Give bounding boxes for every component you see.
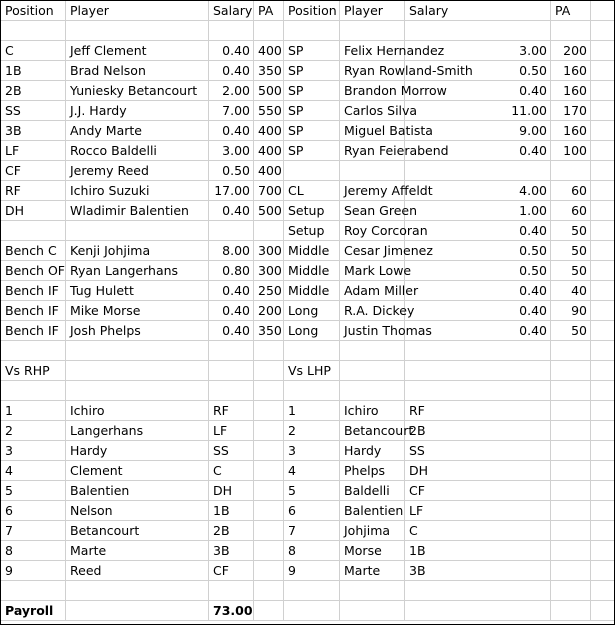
vs-lhp-lineup-pos[interactable]: CF bbox=[405, 481, 551, 501]
hitter-position[interactable]: LF bbox=[1, 141, 66, 161]
reliever-pa[interactable]: 60 bbox=[551, 181, 591, 201]
starter-player[interactable]: Ryan Feierabend bbox=[340, 141, 405, 161]
reliever-pa[interactable]: 50 bbox=[551, 321, 591, 341]
reliever-player[interactable]: R.A. Dickey bbox=[340, 301, 405, 321]
hitter-salary[interactable]: 0.40 bbox=[209, 61, 254, 81]
bench-pa[interactable]: 300 bbox=[254, 241, 284, 261]
reliever-salary[interactable]: 1.00 bbox=[405, 201, 551, 221]
header-pa[interactable]: PA bbox=[254, 1, 284, 21]
reliever-salary[interactable]: 0.40 bbox=[405, 301, 551, 321]
empty-cell[interactable] bbox=[209, 21, 254, 41]
vs-lhp-lineup-pos[interactable]: 3B bbox=[405, 561, 551, 581]
vs-rhp-lineup-pos[interactable]: RF bbox=[209, 401, 254, 421]
empty-cell[interactable] bbox=[254, 601, 284, 621]
vs-rhp-lineup-pos[interactable]: 2B bbox=[209, 521, 254, 541]
empty-cell[interactable] bbox=[284, 21, 340, 41]
empty-cell[interactable] bbox=[591, 581, 614, 601]
empty-cell[interactable] bbox=[551, 401, 591, 421]
reliever-pa[interactable]: 50 bbox=[551, 241, 591, 261]
empty-cell[interactable] bbox=[591, 101, 614, 121]
empty-cell[interactable] bbox=[66, 381, 209, 401]
empty-cell[interactable] bbox=[254, 361, 284, 381]
empty-cell[interactable] bbox=[591, 541, 614, 561]
vs-rhp-title[interactable]: Vs RHP bbox=[1, 361, 66, 381]
vs-lhp-lineup-pos[interactable]: 1B bbox=[405, 541, 551, 561]
reliever-position[interactable]: Setup bbox=[284, 201, 340, 221]
empty-cell[interactable] bbox=[591, 361, 614, 381]
hitter-position[interactable]: 3B bbox=[1, 121, 66, 141]
vs-rhp-lineup-name[interactable]: Betancourt bbox=[66, 521, 209, 541]
vs-rhp-lineup-name[interactable]: Ichiro bbox=[66, 401, 209, 421]
hitter-position[interactable]: DH bbox=[1, 201, 66, 221]
bench-player[interactable]: Kenji Johjima bbox=[66, 241, 209, 261]
empty-cell[interactable] bbox=[284, 581, 340, 601]
hitter-position[interactable]: 2B bbox=[1, 81, 66, 101]
empty-cell[interactable] bbox=[591, 281, 614, 301]
vs-rhp-lineup-order[interactable]: 3 bbox=[1, 441, 66, 461]
bench-salary[interactable]: 8.00 bbox=[209, 241, 254, 261]
empty-cell[interactable] bbox=[405, 21, 551, 41]
reliever-pa[interactable]: 60 bbox=[551, 201, 591, 221]
empty-cell[interactable] bbox=[66, 341, 209, 361]
hitter-salary[interactable]: 3.00 bbox=[209, 141, 254, 161]
hitter-player[interactable]: J.J. Hardy bbox=[66, 101, 209, 121]
hitter-player[interactable]: Jeff Clement bbox=[66, 41, 209, 61]
vs-lhp-title[interactable]: Vs LHP bbox=[284, 361, 340, 381]
vs-rhp-lineup-pos[interactable]: 3B bbox=[209, 541, 254, 561]
empty-cell[interactable] bbox=[209, 381, 254, 401]
vs-lhp-lineup-name[interactable]: Marte bbox=[340, 561, 405, 581]
empty-cell[interactable] bbox=[340, 21, 405, 41]
empty-cell[interactable] bbox=[340, 161, 405, 181]
vs-lhp-lineup-name[interactable]: Phelps bbox=[340, 461, 405, 481]
starter-position[interactable]: SP bbox=[284, 81, 340, 101]
header-salary[interactable]: Salary bbox=[209, 1, 254, 21]
hitter-player[interactable]: Ichiro Suzuki bbox=[66, 181, 209, 201]
starter-pa[interactable]: 170 bbox=[551, 101, 591, 121]
hitter-pa[interactable]: 700 bbox=[254, 181, 284, 201]
empty-cell[interactable] bbox=[591, 521, 614, 541]
empty-cell[interactable] bbox=[591, 321, 614, 341]
empty-cell[interactable] bbox=[591, 241, 614, 261]
vs-lhp-lineup-pos[interactable]: SS bbox=[405, 441, 551, 461]
empty-cell[interactable] bbox=[254, 441, 284, 461]
empty-cell[interactable] bbox=[254, 421, 284, 441]
vs-rhp-lineup-order[interactable]: 6 bbox=[1, 501, 66, 521]
vs-lhp-lineup-order[interactable]: 3 bbox=[284, 441, 340, 461]
header-pa[interactable]: PA bbox=[551, 1, 591, 21]
empty-cell[interactable] bbox=[551, 521, 591, 541]
reliever-player[interactable]: Adam Miller bbox=[340, 281, 405, 301]
hitter-player[interactable]: Jeremy Reed bbox=[66, 161, 209, 181]
hitter-player[interactable]: Wladimir Balentien bbox=[66, 201, 209, 221]
empty-cell[interactable] bbox=[551, 601, 591, 621]
vs-rhp-lineup-pos[interactable]: CF bbox=[209, 561, 254, 581]
bench-position[interactable]: Bench IF bbox=[1, 281, 66, 301]
empty-cell[interactable] bbox=[1, 581, 66, 601]
vs-rhp-lineup-name[interactable]: Nelson bbox=[66, 501, 209, 521]
hitter-salary[interactable]: 0.40 bbox=[209, 41, 254, 61]
vs-lhp-lineup-name[interactable]: Betancourt bbox=[340, 421, 405, 441]
vs-rhp-lineup-pos[interactable]: 1B bbox=[209, 501, 254, 521]
reliever-position[interactable]: CL bbox=[284, 181, 340, 201]
starter-player[interactable]: Miguel Batista bbox=[340, 121, 405, 141]
starter-position[interactable]: SP bbox=[284, 41, 340, 61]
empty-cell[interactable] bbox=[1, 21, 66, 41]
vs-lhp-lineup-pos[interactable]: C bbox=[405, 521, 551, 541]
bench-salary[interactable]: 0.40 bbox=[209, 281, 254, 301]
vs-lhp-lineup-pos[interactable]: LF bbox=[405, 501, 551, 521]
starter-position[interactable]: SP bbox=[284, 141, 340, 161]
spreadsheet-grid bbox=[1, 1, 614, 621]
empty-cell[interactable] bbox=[284, 601, 340, 621]
empty-cell[interactable] bbox=[254, 581, 284, 601]
vs-rhp-lineup-name[interactable]: Reed bbox=[66, 561, 209, 581]
empty-cell[interactable] bbox=[591, 301, 614, 321]
vs-lhp-lineup-order[interactable]: 6 bbox=[284, 501, 340, 521]
empty-cell[interactable] bbox=[254, 221, 284, 241]
vs-rhp-lineup-order[interactable]: 9 bbox=[1, 561, 66, 581]
reliever-position[interactable]: Middle bbox=[284, 261, 340, 281]
starter-pa[interactable]: 160 bbox=[551, 61, 591, 81]
empty-cell[interactable] bbox=[254, 561, 284, 581]
vs-rhp-lineup-order[interactable]: 4 bbox=[1, 461, 66, 481]
starter-pa[interactable]: 160 bbox=[551, 121, 591, 141]
empty-cell[interactable] bbox=[254, 341, 284, 361]
empty-cell[interactable] bbox=[254, 461, 284, 481]
hitter-pa[interactable]: 500 bbox=[254, 81, 284, 101]
empty-cell[interactable] bbox=[591, 81, 614, 101]
reliever-pa[interactable]: 50 bbox=[551, 261, 591, 281]
empty-cell[interactable] bbox=[405, 361, 551, 381]
empty-cell[interactable] bbox=[591, 121, 614, 141]
empty-cell[interactable] bbox=[591, 1, 614, 21]
empty-cell[interactable] bbox=[405, 381, 551, 401]
empty-cell[interactable] bbox=[551, 441, 591, 461]
empty-cell[interactable] bbox=[209, 221, 254, 241]
reliever-salary[interactable]: 0.40 bbox=[405, 321, 551, 341]
reliever-player[interactable]: Roy Corcoran bbox=[340, 221, 405, 241]
empty-cell[interactable] bbox=[405, 161, 551, 181]
vs-lhp-lineup-name[interactable]: Ichiro bbox=[340, 401, 405, 421]
vs-lhp-lineup-name[interactable]: Hardy bbox=[340, 441, 405, 461]
starter-player[interactable]: Carlos Silva bbox=[340, 101, 405, 121]
empty-cell[interactable] bbox=[405, 601, 551, 621]
starter-salary[interactable]: 9.00 bbox=[405, 121, 551, 141]
reliever-position[interactable]: Middle bbox=[284, 281, 340, 301]
starter-salary[interactable]: 3.00 bbox=[405, 41, 551, 61]
starter-pa[interactable]: 160 bbox=[551, 81, 591, 101]
reliever-salary[interactable]: 4.00 bbox=[405, 181, 551, 201]
header-salary[interactable]: Salary bbox=[405, 1, 551, 21]
empty-cell[interactable] bbox=[591, 381, 614, 401]
starter-salary[interactable]: 11.00 bbox=[405, 101, 551, 121]
empty-cell[interactable] bbox=[254, 541, 284, 561]
empty-cell[interactable] bbox=[591, 61, 614, 81]
reliever-player[interactable]: Justin Thomas bbox=[340, 321, 405, 341]
empty-cell[interactable] bbox=[66, 581, 209, 601]
reliever-salary[interactable]: 0.40 bbox=[405, 281, 551, 301]
bench-salary[interactable]: 0.40 bbox=[209, 301, 254, 321]
vs-rhp-lineup-pos[interactable]: DH bbox=[209, 481, 254, 501]
vs-lhp-lineup-order[interactable]: 2 bbox=[284, 421, 340, 441]
reliever-salary[interactable]: 0.50 bbox=[405, 261, 551, 281]
reliever-salary[interactable]: 0.40 bbox=[405, 221, 551, 241]
empty-cell[interactable] bbox=[209, 361, 254, 381]
bench-pa[interactable]: 300 bbox=[254, 261, 284, 281]
reliever-pa[interactable]: 50 bbox=[551, 221, 591, 241]
hitter-pa[interactable]: 400 bbox=[254, 121, 284, 141]
header-position[interactable]: Position bbox=[1, 1, 66, 21]
empty-cell[interactable] bbox=[591, 21, 614, 41]
bench-position[interactable]: Bench IF bbox=[1, 321, 66, 341]
hitter-salary[interactable]: 2.00 bbox=[209, 81, 254, 101]
vs-lhp-lineup-order[interactable]: 4 bbox=[284, 461, 340, 481]
vs-rhp-lineup-order[interactable]: 7 bbox=[1, 521, 66, 541]
vs-lhp-lineup-pos[interactable]: 2B bbox=[405, 421, 551, 441]
vs-rhp-lineup-name[interactable]: Langerhans bbox=[66, 421, 209, 441]
empty-cell[interactable] bbox=[591, 261, 614, 281]
empty-cell[interactable] bbox=[405, 341, 551, 361]
vs-rhp-lineup-name[interactable]: Balentien bbox=[66, 481, 209, 501]
bench-pa[interactable]: 250 bbox=[254, 281, 284, 301]
bench-player[interactable]: Tug Hulett bbox=[66, 281, 209, 301]
vs-rhp-lineup-pos[interactable]: LF bbox=[209, 421, 254, 441]
empty-cell[interactable] bbox=[66, 361, 209, 381]
empty-cell[interactable] bbox=[209, 341, 254, 361]
empty-cell[interactable] bbox=[284, 381, 340, 401]
header-player[interactable]: Player bbox=[66, 1, 209, 21]
reliever-player[interactable]: Cesar Jimenez bbox=[340, 241, 405, 261]
empty-cell[interactable] bbox=[591, 221, 614, 241]
hitter-position[interactable]: 1B bbox=[1, 61, 66, 81]
starter-pa[interactable]: 200 bbox=[551, 41, 591, 61]
reliever-pa[interactable]: 90 bbox=[551, 301, 591, 321]
starter-player[interactable]: Brandon Morrow bbox=[340, 81, 405, 101]
empty-cell[interactable] bbox=[340, 601, 405, 621]
empty-cell[interactable] bbox=[591, 501, 614, 521]
vs-lhp-lineup-name[interactable]: Baldelli bbox=[340, 481, 405, 501]
vs-lhp-lineup-pos[interactable]: DH bbox=[405, 461, 551, 481]
empty-cell[interactable] bbox=[66, 21, 209, 41]
vs-rhp-lineup-order[interactable]: 5 bbox=[1, 481, 66, 501]
vs-rhp-lineup-pos[interactable]: SS bbox=[209, 441, 254, 461]
empty-cell[interactable] bbox=[1, 341, 66, 361]
bench-position[interactable]: Bench C bbox=[1, 241, 66, 261]
empty-cell[interactable] bbox=[591, 201, 614, 221]
bench-position[interactable]: Bench OF bbox=[1, 261, 66, 281]
starter-player[interactable]: Felix Hernandez bbox=[340, 41, 405, 61]
vs-rhp-lineup-order[interactable]: 8 bbox=[1, 541, 66, 561]
empty-cell[interactable] bbox=[551, 161, 591, 181]
hitter-salary[interactable]: 0.40 bbox=[209, 201, 254, 221]
vs-rhp-lineup-name[interactable]: Hardy bbox=[66, 441, 209, 461]
empty-cell[interactable] bbox=[551, 421, 591, 441]
reliever-position[interactable]: Middle bbox=[284, 241, 340, 261]
empty-cell[interactable] bbox=[551, 461, 591, 481]
hitter-player[interactable]: Yuniesky Betancourt bbox=[66, 81, 209, 101]
vs-lhp-lineup-order[interactable]: 9 bbox=[284, 561, 340, 581]
empty-cell[interactable] bbox=[591, 601, 614, 621]
empty-cell[interactable] bbox=[209, 581, 254, 601]
hitter-pa[interactable]: 500 bbox=[254, 201, 284, 221]
hitter-player[interactable]: Rocco Baldelli bbox=[66, 141, 209, 161]
vs-rhp-lineup-name[interactable]: Clement bbox=[66, 461, 209, 481]
empty-cell[interactable] bbox=[1, 381, 66, 401]
vs-lhp-lineup-pos[interactable]: RF bbox=[405, 401, 551, 421]
bench-player[interactable]: Ryan Langerhans bbox=[66, 261, 209, 281]
empty-cell[interactable] bbox=[551, 561, 591, 581]
vs-lhp-lineup-order[interactable]: 8 bbox=[284, 541, 340, 561]
hitter-pa[interactable]: 350 bbox=[254, 61, 284, 81]
empty-cell[interactable] bbox=[551, 341, 591, 361]
hitter-salary[interactable]: 7.00 bbox=[209, 101, 254, 121]
empty-cell[interactable] bbox=[591, 141, 614, 161]
empty-cell[interactable] bbox=[591, 401, 614, 421]
header-player[interactable]: Player bbox=[340, 1, 405, 21]
reliever-position[interactable]: Setup bbox=[284, 221, 340, 241]
empty-cell[interactable] bbox=[66, 221, 209, 241]
bench-pa[interactable]: 200 bbox=[254, 301, 284, 321]
starter-position[interactable]: SP bbox=[284, 101, 340, 121]
reliever-salary[interactable]: 0.50 bbox=[405, 241, 551, 261]
starter-salary[interactable]: 0.40 bbox=[405, 81, 551, 101]
starter-salary[interactable]: 0.40 bbox=[405, 141, 551, 161]
empty-cell[interactable] bbox=[591, 441, 614, 461]
hitter-player[interactable]: Brad Nelson bbox=[66, 61, 209, 81]
empty-cell[interactable] bbox=[340, 341, 405, 361]
empty-cell[interactable] bbox=[551, 21, 591, 41]
starter-salary[interactable]: 0.50 bbox=[405, 61, 551, 81]
reliever-player[interactable]: Sean Green bbox=[340, 201, 405, 221]
reliever-position[interactable]: Long bbox=[284, 321, 340, 341]
hitter-salary[interactable]: 17.00 bbox=[209, 181, 254, 201]
empty-cell[interactable] bbox=[254, 521, 284, 541]
reliever-position[interactable]: Long bbox=[284, 301, 340, 321]
vs-lhp-lineup-name[interactable]: Morse bbox=[340, 541, 405, 561]
bench-player[interactable]: Mike Morse bbox=[66, 301, 209, 321]
payroll-label[interactable]: Payroll bbox=[1, 601, 66, 621]
vs-rhp-lineup-pos[interactable]: C bbox=[209, 461, 254, 481]
starter-player[interactable]: Ryan Rowland-Smith bbox=[340, 61, 405, 81]
empty-cell[interactable] bbox=[284, 341, 340, 361]
empty-cell[interactable] bbox=[551, 381, 591, 401]
hitter-position[interactable]: CF bbox=[1, 161, 66, 181]
hitter-salary[interactable]: 0.40 bbox=[209, 121, 254, 141]
empty-cell[interactable] bbox=[591, 461, 614, 481]
vs-lhp-lineup-order[interactable]: 5 bbox=[284, 481, 340, 501]
empty-cell[interactable] bbox=[1, 221, 66, 241]
hitter-pa[interactable]: 550 bbox=[254, 101, 284, 121]
empty-cell[interactable] bbox=[591, 561, 614, 581]
starter-position[interactable]: SP bbox=[284, 121, 340, 141]
empty-cell[interactable] bbox=[340, 361, 405, 381]
vs-lhp-lineup-name[interactable]: Balentien bbox=[340, 501, 405, 521]
empty-cell[interactable] bbox=[591, 481, 614, 501]
hitter-pa[interactable]: 400 bbox=[254, 141, 284, 161]
hitter-position[interactable]: SS bbox=[1, 101, 66, 121]
vs-lhp-lineup-order[interactable]: 7 bbox=[284, 521, 340, 541]
empty-cell[interactable] bbox=[254, 481, 284, 501]
empty-cell[interactable] bbox=[591, 181, 614, 201]
bench-salary[interactable]: 0.40 bbox=[209, 321, 254, 341]
empty-cell[interactable] bbox=[551, 481, 591, 501]
bench-player[interactable]: Josh Phelps bbox=[66, 321, 209, 341]
reliever-pa[interactable]: 40 bbox=[551, 281, 591, 301]
vs-rhp-lineup-order[interactable]: 1 bbox=[1, 401, 66, 421]
starter-pa[interactable]: 100 bbox=[551, 141, 591, 161]
empty-cell[interactable] bbox=[405, 581, 551, 601]
bench-position[interactable]: Bench IF bbox=[1, 301, 66, 321]
hitter-pa[interactable]: 400 bbox=[254, 161, 284, 181]
hitter-pa[interactable]: 400 bbox=[254, 41, 284, 61]
empty-cell[interactable] bbox=[591, 41, 614, 61]
starter-position[interactable]: SP bbox=[284, 61, 340, 81]
empty-cell[interactable] bbox=[591, 421, 614, 441]
empty-cell[interactable] bbox=[340, 381, 405, 401]
payroll-total[interactable]: 73.00 bbox=[209, 601, 254, 621]
empty-cell[interactable] bbox=[340, 581, 405, 601]
empty-cell[interactable] bbox=[551, 541, 591, 561]
hitter-player[interactable]: Andy Marte bbox=[66, 121, 209, 141]
bench-pa[interactable]: 350 bbox=[254, 321, 284, 341]
empty-cell[interactable] bbox=[591, 341, 614, 361]
empty-cell[interactable] bbox=[254, 381, 284, 401]
empty-cell[interactable] bbox=[254, 501, 284, 521]
empty-cell[interactable] bbox=[66, 601, 209, 621]
bench-salary[interactable]: 0.80 bbox=[209, 261, 254, 281]
header-position[interactable]: Position bbox=[284, 1, 340, 21]
hitter-position[interactable]: RF bbox=[1, 181, 66, 201]
hitter-salary[interactable]: 0.50 bbox=[209, 161, 254, 181]
vs-lhp-lineup-name[interactable]: Johjima bbox=[340, 521, 405, 541]
vs-rhp-lineup-name[interactable]: Marte bbox=[66, 541, 209, 561]
empty-cell[interactable] bbox=[551, 501, 591, 521]
empty-cell[interactable] bbox=[551, 361, 591, 381]
reliever-player[interactable]: Mark Lowe bbox=[340, 261, 405, 281]
empty-cell[interactable] bbox=[551, 581, 591, 601]
vs-lhp-lineup-order[interactable]: 1 bbox=[284, 401, 340, 421]
empty-cell[interactable] bbox=[254, 401, 284, 421]
empty-cell[interactable] bbox=[591, 161, 614, 181]
empty-cell[interactable] bbox=[284, 161, 340, 181]
reliever-player[interactable]: Jeremy Affeldt bbox=[340, 181, 405, 201]
empty-cell[interactable] bbox=[254, 21, 284, 41]
vs-rhp-lineup-order[interactable]: 2 bbox=[1, 421, 66, 441]
hitter-position[interactable]: C bbox=[1, 41, 66, 61]
